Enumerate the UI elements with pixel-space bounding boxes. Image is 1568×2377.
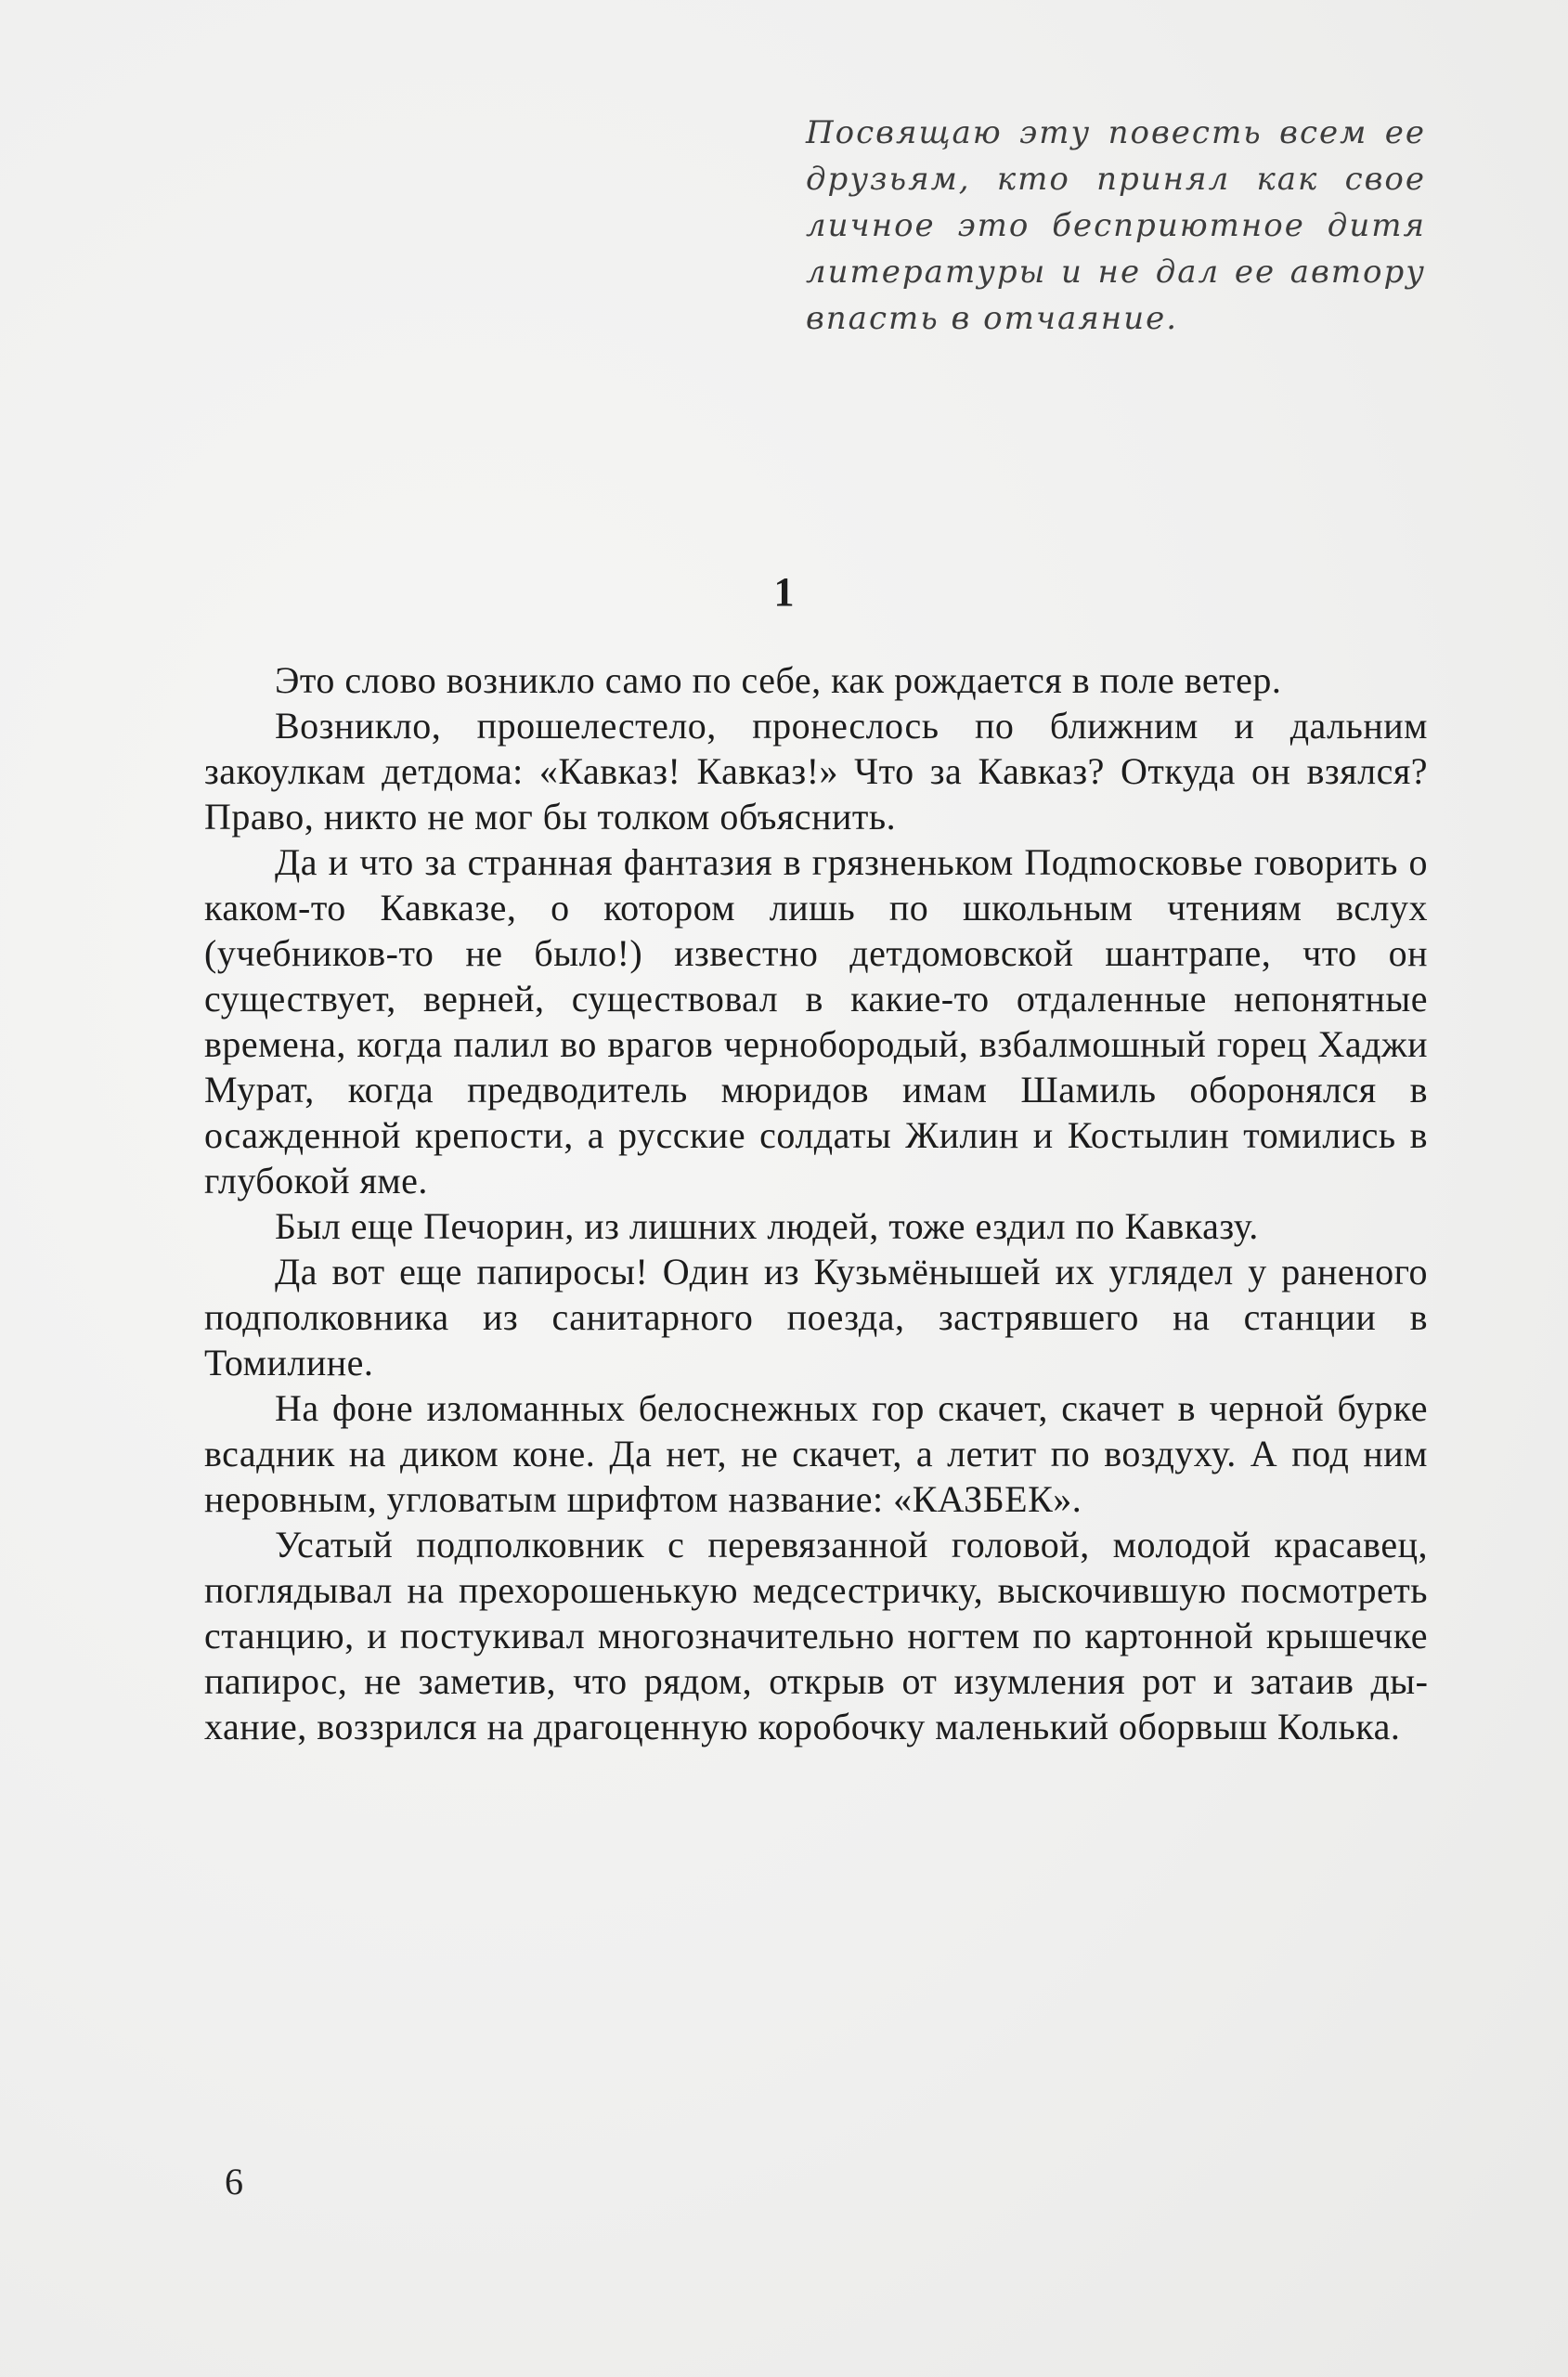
page-number: 6 [225,2161,243,2202]
paragraph: На фоне изломанных белоснежных гор скачет, скачет в черной бурке всадник на диком коне. Да нет, не скачет, а летит по воздуху. А под ним неровным, угловатым шрифтом название: «КАЗБЕК». [204,1387,1428,1520]
paragraph: Да и что за странная фантазия в грязненьком Подmосковье говорить о каком-то Кавказе, о котором лишь по школьным чтениям вслух (учебников-то не было!) известно детдомовской шантрапе, что он существует, верней, существовал в какие-то отдаленные непонятные времена, когда палил во врагов чернобородый, взбалмошный горец Хаджи Мурат, когда предводитель мюридов имам Шамиль оборонялся в осажденной крепости, а русские солдаты Жилин и Костылин томились в глубокой яме. [204,841,1428,1201]
chapter-number: 1 [773,569,795,615]
paragraph: Да вот еще папиросы! Один из Кузьмёнышей их углядел у раненого подполковника из санитарного поезда, застрявшего на станции в Томилине. [204,1251,1428,1383]
paragraph: Был еще Печорин, из лишних людей, тоже ездил по Кавказу. [275,1205,1259,1247]
chapter-text [204,657,1428,1749]
paragraph: Усатый подполковник с перевязанной головой, молодой красавец, поглядывал на прехорошенькую медсестричку, выскочившую посмотреть станцию, и постукивал многозначительно ногтем по картонной крышечке папирос, не заметив, что рядом, открыв от изумления рот и затаив дыхание, воззрился на драгоценную коробочку маленький оборвыш Колька. [204,1524,1428,1747]
paragraph: Возникло, прошелестело, пронеслось по ближним и дальним закоулкам детдома: «Кавказ! Кавказ!» Что за Кавказ? Откуда он взялся? Право, никто не мог бы толком объяснить. [204,705,1428,838]
paragraph: Это слово возникло само по себе, как рождается в поле ветер. [275,659,1282,701]
epigraph-dedication: Посвящаю эту повесть всем ее друзьям, кто принял как свое личное это бесприютное дитя литературы и не дал ее автору впасть в отчаяние. [806,114,1426,337]
